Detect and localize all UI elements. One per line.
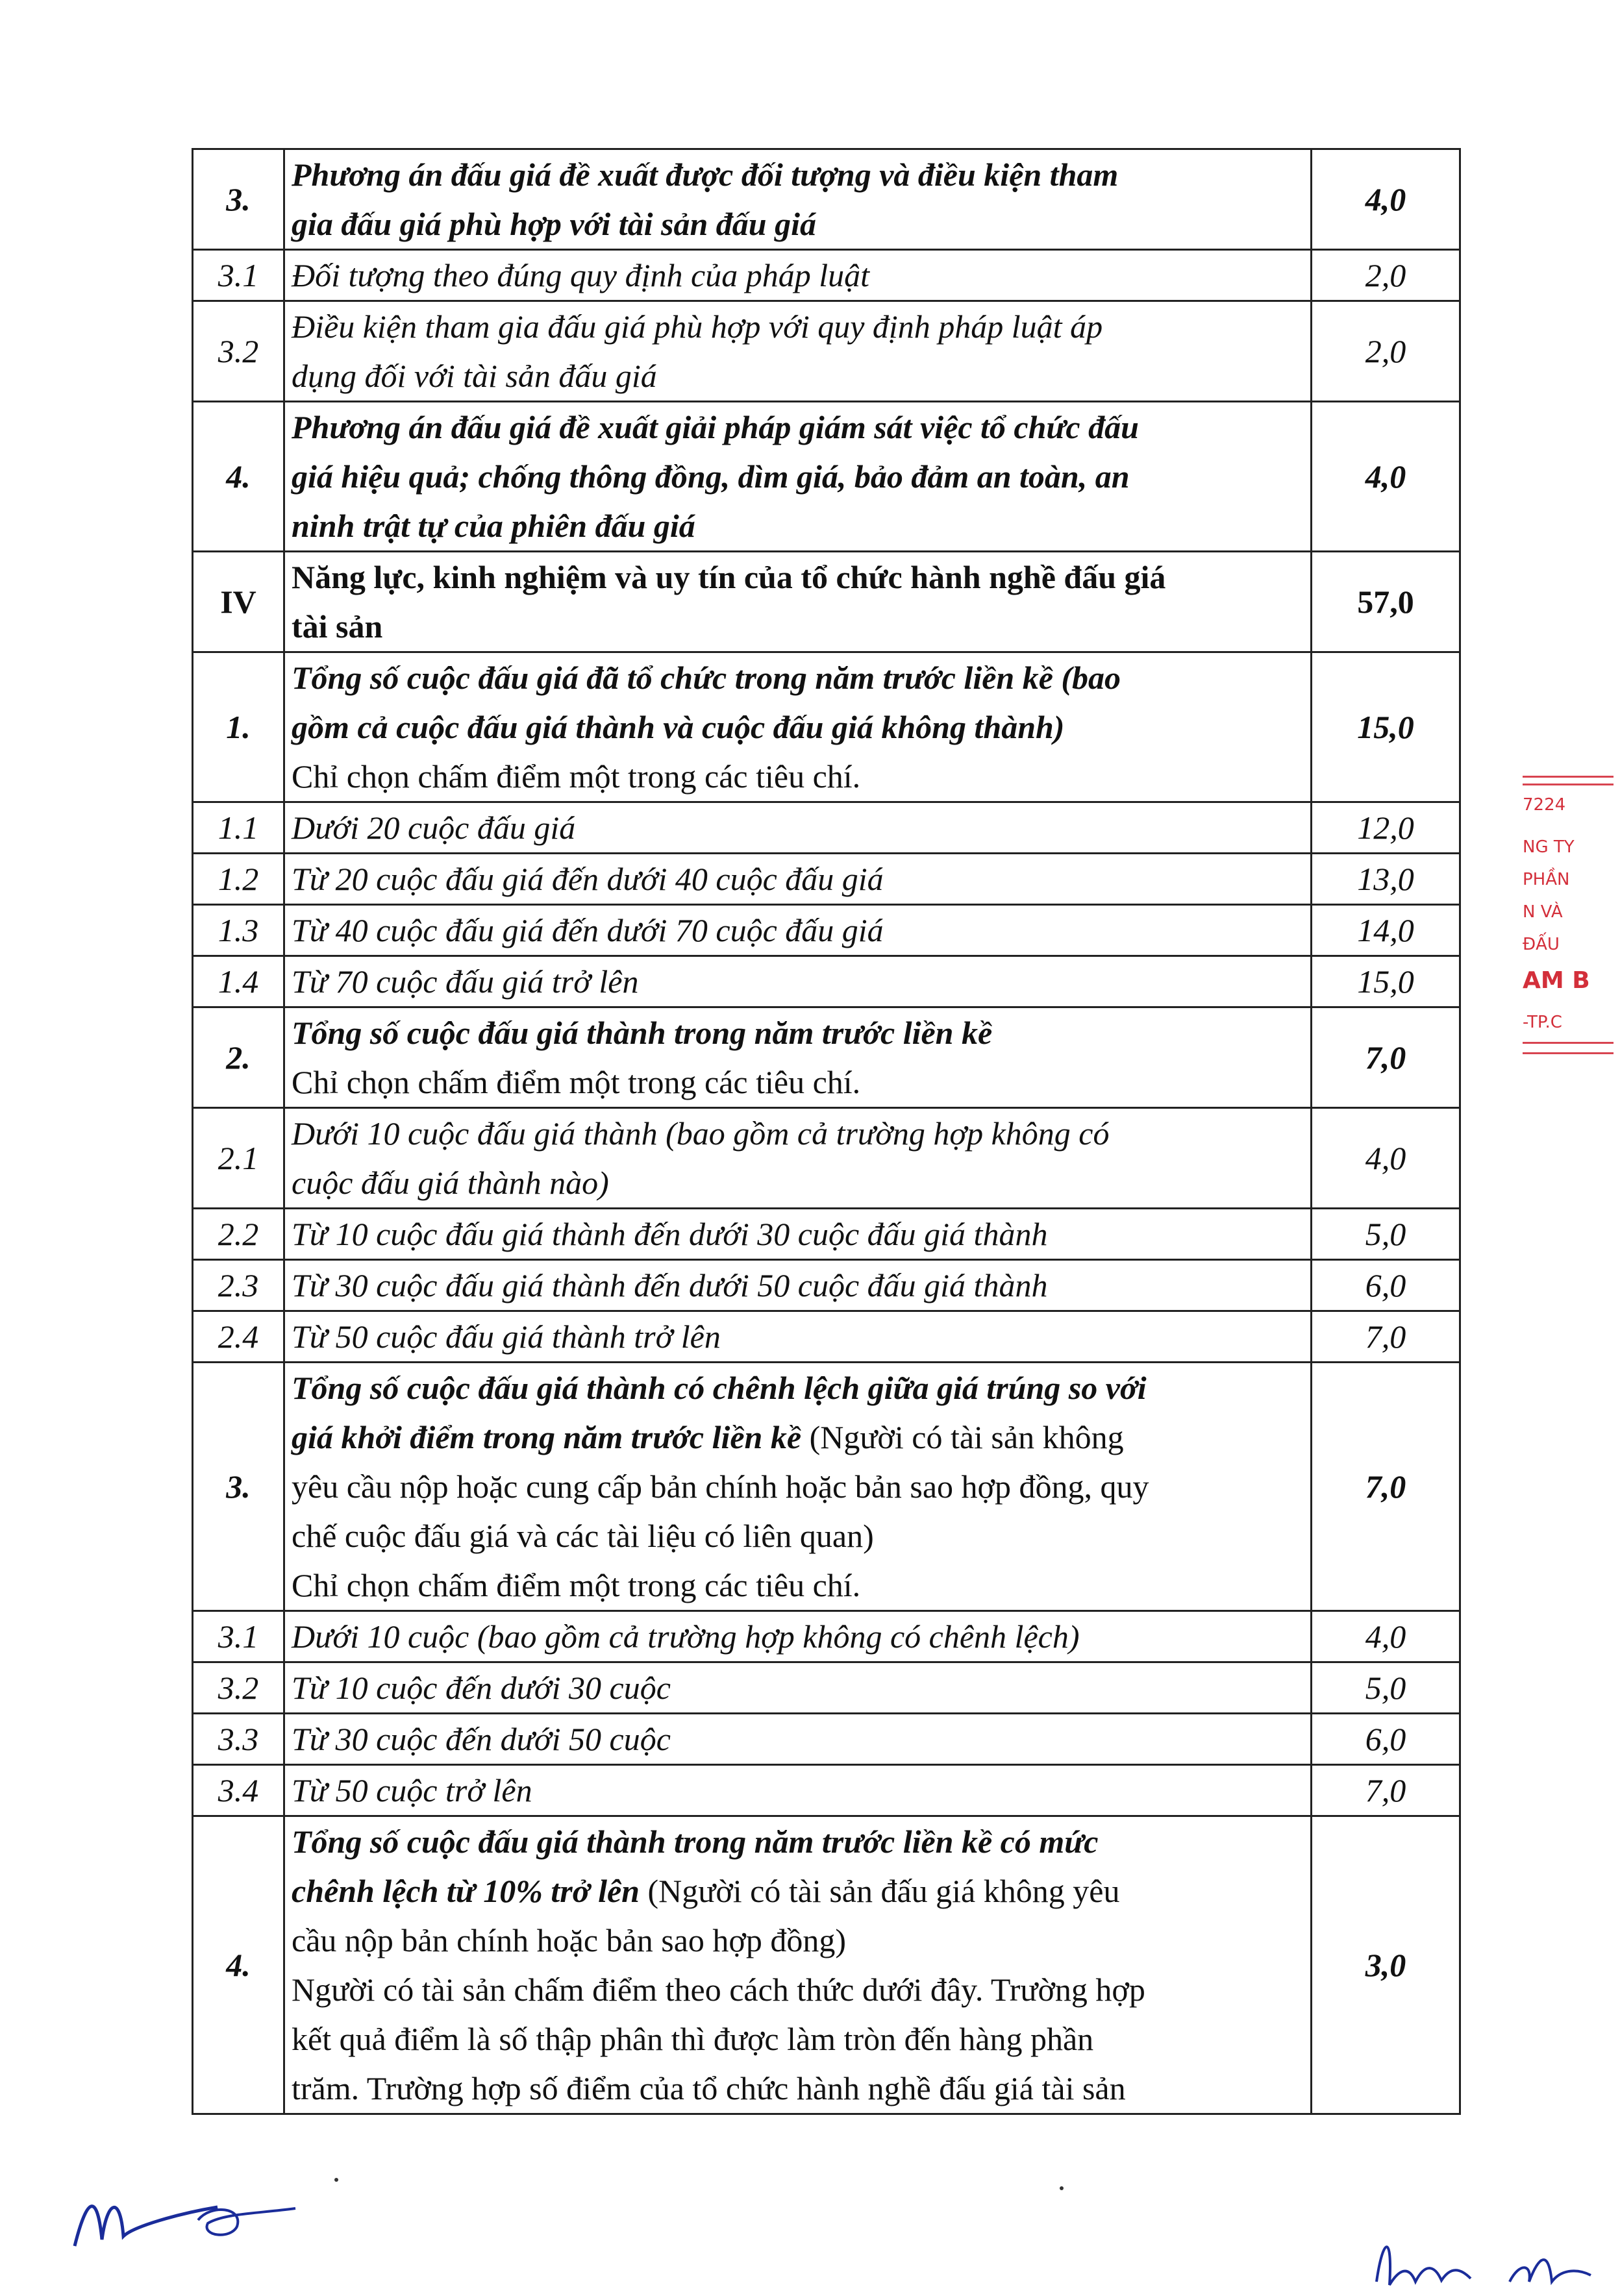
row-score: 5,0 [1312, 1209, 1460, 1260]
table-row [193, 1311, 1460, 1363]
stamp-line: 7224 [1523, 795, 1566, 815]
content-line: Tổng số cuộc đấu giá thành trong năm trước liền kề [292, 1015, 993, 1051]
table-row [193, 802, 1460, 854]
content-line: Từ 40 cuộc đấu giá đến dưới 70 cuộc đấu giá [292, 912, 884, 948]
red-stamp-fragment [1523, 769, 1620, 1087]
row-number: IV [193, 552, 284, 652]
content-line: Điều kiện tham gia đấu giá phù hợp với quy định pháp luật áp [292, 308, 1103, 345]
row-number: 2.2 [193, 1209, 284, 1260]
table-row [193, 552, 1460, 652]
table-row [193, 1714, 1460, 1765]
row-score: 13,0 [1312, 854, 1460, 905]
table-row [193, 402, 1460, 552]
stamp-line: AM B [1523, 967, 1590, 994]
content-line: Năng lực, kinh nghiệm và uy tín của tổ chức hành nghề đấu giá [292, 559, 1166, 595]
table-row [193, 1765, 1460, 1816]
content-line: Từ 10 cuộc đến dưới 30 cuộc [292, 1670, 671, 1706]
row-number: 1.3 [193, 905, 284, 956]
row-score: 15,0 [1312, 652, 1460, 802]
row-content [284, 1007, 1312, 1108]
row-score: 2,0 [1312, 301, 1460, 402]
row-number: 3.2 [193, 301, 284, 402]
content-line: Tổng số cuộc đấu giá đã tổ chức trong năm trước liền kề (bao [292, 660, 1121, 696]
row-score: 3,0 [1312, 1816, 1460, 2114]
content-line: Từ 30 cuộc đấu giá thành đến dưới 50 cuộc đấu giá thành [292, 1267, 1048, 1303]
row-score: 12,0 [1312, 802, 1460, 854]
row-content [284, 1714, 1312, 1765]
speck [334, 2178, 338, 2182]
content-note-line: Chỉ chọn chấm điểm một trong các tiêu chí. [292, 1567, 861, 1603]
stamp-line: NG TY [1523, 837, 1575, 857]
row-score: 14,0 [1312, 905, 1460, 956]
signature-right [1364, 2223, 1610, 2295]
content-line: gia đấu giá phù hợp với tài sản đấu giá [292, 206, 817, 242]
row-number: 3.2 [193, 1662, 284, 1714]
content-note-line: kết quả điểm là số thập phân thì được làm tròn đến hàng phần [292, 2021, 1094, 2057]
row-score: 2,0 [1312, 250, 1460, 301]
row-number: 3.4 [193, 1765, 284, 1816]
content-line: Tổng số cuộc đấu giá thành có chênh lệch giữa giá trúng so với [292, 1370, 1147, 1406]
row-number: 2.3 [193, 1260, 284, 1311]
table-row [193, 905, 1460, 956]
content-line: Từ 30 cuộc đến dưới 50 cuộc [292, 1721, 671, 1757]
content-note: Chỉ chọn chấm điểm một trong các tiêu chí. [292, 758, 861, 795]
content-note-line: (Người có tài sản đấu giá không yêu [639, 1873, 1120, 1909]
content-line: Dưới 10 cuộc (bao gồm cả trường hợp không có chênh lệch) [292, 1618, 1080, 1655]
table-row [193, 1260, 1460, 1311]
row-number: 2. [193, 1007, 284, 1108]
content-note-line: (Người có tài sản không [801, 1419, 1124, 1455]
content-note-line: yêu cầu nộp hoặc cung cấp bản chính hoặc bản sao hợp đồng, quy [292, 1468, 1149, 1505]
row-number: 4. [193, 402, 284, 552]
row-content [284, 402, 1312, 552]
row-content [284, 1765, 1312, 1816]
row-content [284, 1363, 1312, 1611]
stamp-line: ĐẤU [1523, 935, 1560, 954]
table-row [193, 652, 1460, 802]
content-line: Từ 20 cuộc đấu giá đến dưới 40 cuộc đấu giá [292, 861, 884, 897]
row-content [284, 149, 1312, 250]
row-score: 7,0 [1312, 1363, 1460, 1611]
content-line: Từ 50 cuộc trở lên [292, 1772, 532, 1808]
content-line: Từ 50 cuộc đấu giá thành trở lên [292, 1318, 721, 1355]
content-line: Từ 10 cuộc đấu giá thành đến dưới 30 cuộc đấu giá thành [292, 1216, 1048, 1252]
row-number: 2.4 [193, 1311, 284, 1363]
row-content [284, 1611, 1312, 1662]
content-note-line: trăm. Trường hợp số điểm của tổ chức hành nghề đấu giá tài sản [292, 2070, 1126, 2106]
content-note: Chỉ chọn chấm điểm một trong các tiêu chí. [292, 1064, 861, 1100]
row-number: 3. [193, 149, 284, 250]
table-row [193, 149, 1460, 250]
row-content [284, 1108, 1312, 1209]
row-number: 3.3 [193, 1714, 284, 1765]
table-row [193, 1611, 1460, 1662]
row-content [284, 802, 1312, 854]
row-content [284, 905, 1312, 956]
row-score: 4,0 [1312, 1611, 1460, 1662]
row-content [284, 956, 1312, 1007]
content-note-line: Người có tài sản chấm điểm theo cách thức dưới đây. Trường hợp [292, 1971, 1145, 2008]
content-line: Tổng số cuộc đấu giá thành trong năm trước liền kề có mức [292, 1823, 1099, 1860]
content-line: Dưới 10 cuộc đấu giá thành (bao gồm cả trường hợp không có [292, 1115, 1110, 1152]
row-number: 1. [193, 652, 284, 802]
content-note-line: cầu nộp bản chính hoặc bản sao hợp đồng) [292, 1922, 846, 1958]
row-content [284, 1816, 1312, 2114]
row-number: 3.1 [193, 250, 284, 301]
table-row [193, 1363, 1460, 1611]
row-content [284, 1662, 1312, 1714]
content-line: giá khởi điểm trong năm trước liền kề [292, 1419, 802, 1455]
table-row [193, 301, 1460, 402]
content-line: gồm cả cuộc đấu giá thành và cuộc đấu giá không thành) [292, 709, 1065, 745]
row-number: 3. [193, 1363, 284, 1611]
row-score: 7,0 [1312, 1007, 1460, 1108]
row-number: 1.1 [193, 802, 284, 854]
content-line: chênh lệch từ 10% trở lên [292, 1873, 640, 1909]
row-content [284, 1260, 1312, 1311]
content-line: cuộc đấu giá thành nào) [292, 1165, 609, 1201]
content-line: Dưới 20 cuộc đấu giá [292, 809, 576, 846]
row-number: 4. [193, 1816, 284, 2114]
row-score: 7,0 [1312, 1765, 1460, 1816]
table-row [193, 1007, 1460, 1108]
row-number: 3.1 [193, 1611, 284, 1662]
row-content [284, 250, 1312, 301]
row-number: 2.1 [193, 1108, 284, 1209]
table-row [193, 1209, 1460, 1260]
table-row [193, 1816, 1460, 2114]
content-line: Từ 70 cuộc đấu giá trở lên [292, 963, 639, 1000]
row-score: 15,0 [1312, 956, 1460, 1007]
row-content [284, 854, 1312, 905]
stamp-line: -TP.C [1523, 1013, 1562, 1032]
table-row [193, 1108, 1460, 1209]
row-content [284, 652, 1312, 802]
row-content [284, 552, 1312, 652]
table-row [193, 250, 1460, 301]
speck [1060, 2186, 1064, 2190]
row-content [284, 1311, 1312, 1363]
content-line: giá hiệu quả; chống thông đồng, dìm giá, bảo đảm an toàn, an [292, 458, 1130, 495]
row-content [284, 301, 1312, 402]
row-score: 7,0 [1312, 1311, 1460, 1363]
criteria-table [192, 148, 1461, 2115]
table-row [193, 1662, 1460, 1714]
content-line: tài sản [292, 608, 383, 645]
row-score: 4,0 [1312, 149, 1460, 250]
row-score: 6,0 [1312, 1260, 1460, 1311]
table-row [193, 956, 1460, 1007]
row-number: 1.4 [193, 956, 284, 1007]
table-row [193, 854, 1460, 905]
row-score: 6,0 [1312, 1714, 1460, 1765]
row-score: 5,0 [1312, 1662, 1460, 1714]
content-line: ninh trật tự của phiên đấu giá [292, 508, 695, 544]
stamp-line: PHẦN [1523, 870, 1570, 889]
signature-left [62, 2168, 308, 2265]
content-note-line: chế cuộc đấu giá và các tài liệu có liên quan) [292, 1518, 874, 1554]
row-score: 57,0 [1312, 552, 1460, 652]
content-line: Đối tượng theo đúng quy định của pháp luật [292, 257, 869, 293]
row-score: 4,0 [1312, 1108, 1460, 1209]
stamp-line: N VÀ [1523, 902, 1563, 922]
row-score: 4,0 [1312, 402, 1460, 552]
content-line: Phương án đấu giá đề xuất giải pháp giám sát việc tổ chức đấu [292, 409, 1139, 445]
row-content [284, 1209, 1312, 1260]
content-line: dụng đối với tài sản đấu giá [292, 358, 657, 394]
row-number: 1.2 [193, 854, 284, 905]
content-line: Phương án đấu giá đề xuất được đối tượng và điều kiện tham [292, 156, 1119, 193]
